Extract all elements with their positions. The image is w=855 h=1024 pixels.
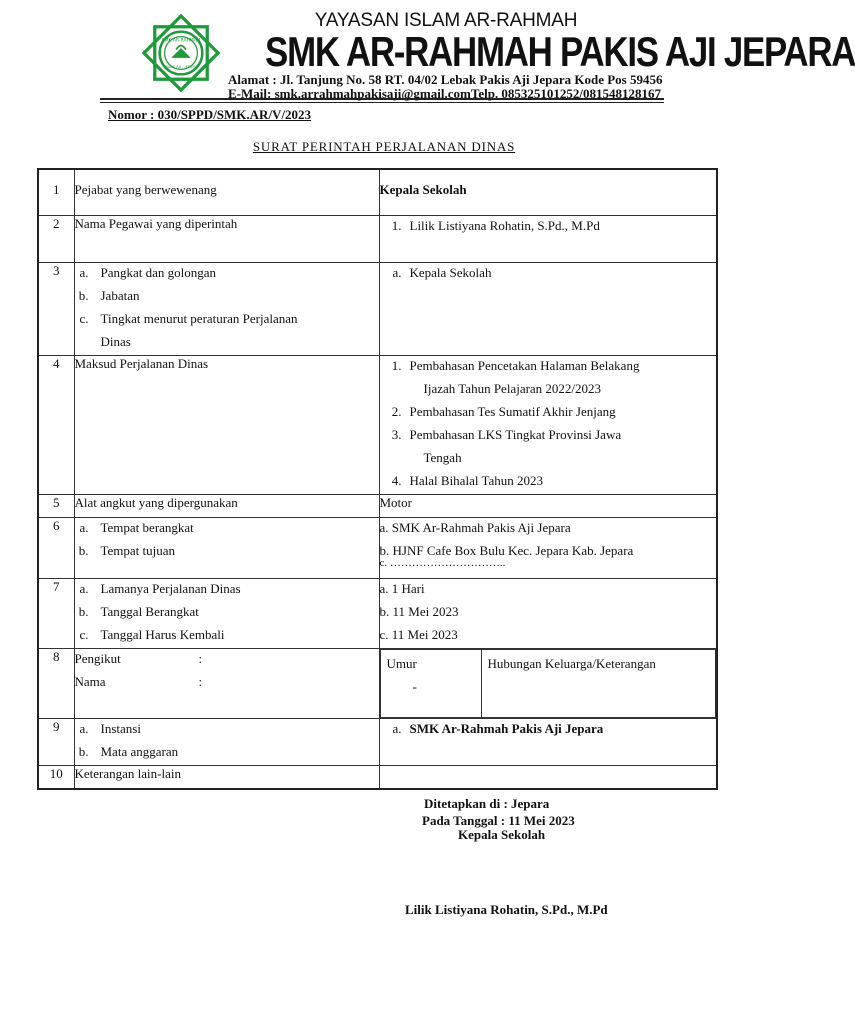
list-item: a. Kepala Sekolah: [392, 264, 492, 280]
row-number: 5: [38, 494, 74, 517]
list-item: 4. Halal Bihalal Tahun 2023: [391, 472, 544, 488]
list-item-continuation: Dinas: [100, 333, 131, 349]
letterhead-rule-thin: [100, 102, 664, 103]
table-row: [38, 169, 717, 215]
list-item: b. Tanggal Berangkat: [78, 603, 199, 619]
list-item: b. 11 Mei 2023: [379, 603, 459, 619]
table-row: [38, 648, 717, 718]
row-label: Keterangan lain-lain: [74, 765, 379, 789]
list-item: 1. Pembahasan Pencetakan Halaman Belakang: [391, 357, 640, 373]
row-label: Alat angkut yang dipergunakan: [74, 494, 379, 517]
list-item: c. 11 Mei 2023: [379, 626, 458, 642]
row-value: [379, 262, 717, 355]
row-value: [379, 765, 717, 789]
foundation-name: YAYASAN ISLAM AR-RAHMAH: [314, 10, 578, 31]
row-label: [74, 578, 379, 648]
row-number: 4: [38, 355, 74, 494]
row-label: Pejabat yang berwewenang: [74, 169, 379, 215]
table-row: [38, 262, 717, 355]
row-value: [379, 517, 717, 578]
row-number: 1: [38, 169, 74, 215]
table-row: [38, 718, 717, 765]
list-item: a. Instansi: [79, 720, 141, 736]
row-value: Kepala Sekolah: [379, 169, 717, 215]
nama-line: Nama :: [74, 673, 203, 689]
list-item: b. Tempat tujuan: [78, 542, 176, 558]
table-row: [38, 355, 717, 494]
row-label: [74, 517, 379, 578]
table-row: [38, 215, 717, 262]
umur-cell: Umur -: [380, 649, 481, 717]
document-title: SURAT PERINTAH PERJALANAN DINAS: [252, 139, 516, 154]
row-value: [379, 215, 717, 262]
table-row: [38, 765, 717, 789]
row-label: [74, 648, 379, 718]
list-item-continuation: Ijazah Tahun Pelajaran 2022/2023: [423, 380, 602, 396]
pengikut-line: Pengikut :: [74, 650, 203, 666]
row-number: 9: [38, 718, 74, 765]
table-row: [38, 517, 717, 578]
row-number: 2: [38, 215, 74, 262]
list-item: c. …………………………..: [379, 556, 506, 569]
list-item: 2. Pembahasan Tes Sumatif Akhir Jenjang: [391, 403, 616, 419]
table-row: [38, 494, 717, 517]
list-item: a. SMK Ar-Rahmah Pakis Aji Jepara: [392, 720, 604, 736]
school-address: Alamat : Jl. Tanjung No. 58 RT. 04/02 Lebak Pakis Aji Jepara Kode Pos 59456: [228, 72, 663, 87]
letterhead: [132, 10, 855, 101]
row-label: [74, 718, 379, 765]
school-name: SMK AR-RAHMAH PAKIS AJI JEPARA: [265, 28, 855, 75]
list-item: b. Jabatan: [78, 287, 140, 303]
row-number: 7: [38, 578, 74, 648]
school-logo-icon: [138, 12, 224, 94]
list-item: b. Mata anggaran: [78, 743, 179, 759]
list-item: a. Tempat berangkat: [79, 519, 194, 535]
row-value: [379, 718, 717, 765]
list-item-continuation: Tengah: [423, 449, 462, 465]
svg-text:SMK AR-RAHMAH: SMK AR-RAHMAH: [161, 38, 201, 44]
row-value: [379, 355, 717, 494]
list-item: a. Lamanya Perjalanan Dinas: [79, 580, 241, 596]
list-item: c. Tanggal Harus Kembali: [79, 626, 225, 642]
pada-tanggal: Pada Tanggal : 11 Mei 2023: [422, 813, 575, 828]
row-label: Maksud Perjalanan Dinas: [74, 355, 379, 494]
row-number: 8: [38, 648, 74, 718]
hubungan-cell: Hubungan Keluarga/Keterangan: [481, 649, 716, 717]
list-item: a. SMK Ar-Rahmah Pakis Aji Jepara: [379, 519, 571, 535]
list-item: 3. Pembahasan LKS Tingkat Provinsi Jawa: [391, 426, 622, 442]
row-label: [74, 262, 379, 355]
row-value: Motor: [379, 494, 717, 517]
table-row: [38, 578, 717, 648]
companion-table: [380, 649, 717, 718]
list-item: a. Pangkat dan golongan: [79, 264, 217, 280]
row-label: Nama Pegawai yang diperintah: [74, 215, 379, 262]
sppd-table: [37, 168, 718, 790]
letter-number: Nomor : 030/SPPD/SMK.AR/V/2023: [108, 107, 312, 122]
signer-position: Kepala Sekolah: [458, 827, 546, 842]
ditetapkan-di: Ditetapkan di : Jepara: [424, 796, 550, 811]
list-item: c. Tingkat menurut peraturan Perjalanan: [79, 310, 298, 326]
row-value: [379, 648, 717, 718]
row-number: 3: [38, 262, 74, 355]
svg-text:PAKIS AJI - JEPARA: PAKIS AJI - JEPARA: [164, 64, 198, 69]
list-item: a. 1 Hari: [379, 580, 425, 596]
row-number: 6: [38, 517, 74, 578]
signer-name: Lilik Listiyana Rohatin, S.Pd., M.Pd: [405, 902, 608, 917]
list-item: 1. Lilik Listiyana Rohatin, S.Pd., M.Pd: [391, 217, 600, 233]
school-contact: E-Mail: smk.arrahmahpakisaji@gmail.comTelp. 085325101252/081548128167: [228, 86, 662, 101]
letterhead-rule: [100, 98, 664, 100]
row-number: 10: [38, 765, 74, 789]
row-value: [379, 578, 717, 648]
list-item: b. HJNF Cafe Box Bulu Kec. Jepara Kab. Jepara: [379, 542, 634, 558]
